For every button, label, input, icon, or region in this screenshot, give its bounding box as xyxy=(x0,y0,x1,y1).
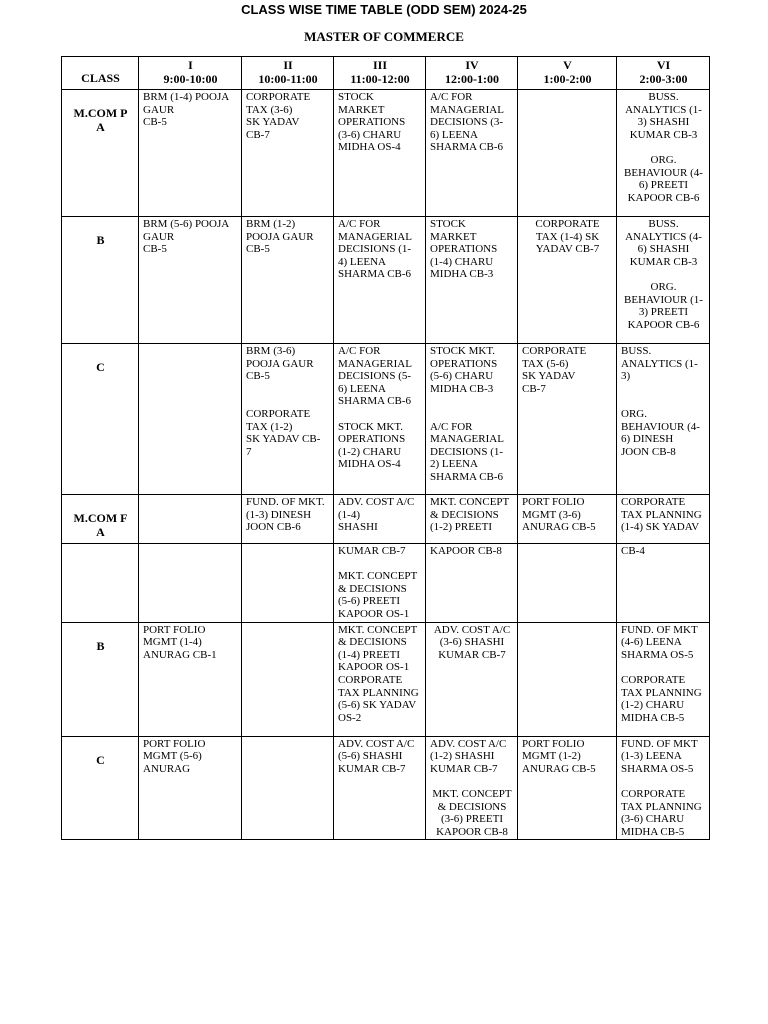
schedule-cell xyxy=(617,622,710,736)
period-number: V xyxy=(563,58,572,72)
schedule-entry: FUND. OF MKT (1-3) LEENA SHARMA OS-5 xyxy=(621,737,698,775)
schedule-cell: BRM (1-4) POOJA GAUR CB-5 xyxy=(139,90,242,217)
schedule-entry: BRM (3-6) POOJA GAUR CB-5 xyxy=(246,345,314,383)
schedule-cell: ADV. COST A/C (3-6) SHASHI KUMAR CB-7 xyxy=(426,622,518,736)
schedule-cell xyxy=(334,344,426,495)
schedule-entry: FUND. OF MKT (4-6) LEENA SHARMA OS-5 xyxy=(621,623,698,661)
schedule-cell xyxy=(617,217,710,344)
class-cell: C xyxy=(62,344,139,495)
class-cell: C xyxy=(62,736,139,840)
schedule-entry: MKT. CONCEPT & DECISIONS (5-6) PREETI KAPOOR OS-1 xyxy=(338,570,418,620)
table-row xyxy=(62,344,710,495)
schedule-cell xyxy=(139,495,242,544)
schedule-entry: STOCK MKT. OPERATIONS (1-2) CHARU MIDHA OS-4 xyxy=(338,420,406,471)
schedule-cell: CORPORATE TAX (1-4) SK YADAV CB-7 xyxy=(518,217,617,344)
schedule-entry: A/C FOR MANAGERIAL DECISIONS (1- 2) LEENA SHARMA CB-6 xyxy=(430,420,504,483)
schedule-entry: ORG. BEHAVIOUR (1- 3) PREETI KAPOOR CB-6 xyxy=(624,280,703,331)
schedule-entry: ORG. BEHAVIOUR (4- 6) DINESH JOON CB-8 xyxy=(621,407,700,458)
period-number: I xyxy=(188,58,193,72)
schedule-cell: ADV. COST A/C (5-6) SHASHI KUMAR CB-7 xyxy=(334,736,426,840)
schedule-entry: BUSS. ANALYTICS (1- 3) xyxy=(621,345,698,383)
schedule-cell: MKT. CONCEPT & DECISIONS (1-2) PREETI xyxy=(426,495,518,544)
class-cell: B xyxy=(62,622,139,736)
period-number: III xyxy=(372,58,387,72)
schedule-entry: ORG. BEHAVIOUR (4- 6) PREETI KAPOOR CB-6 xyxy=(624,153,703,204)
class-cell xyxy=(62,544,139,623)
period-header-4 xyxy=(426,57,518,90)
schedule-cell: CB-4 xyxy=(617,544,710,623)
schedule-entry: MKT. CONCEPT & DECISIONS (3-6) PREETI KAPOOR CB-8 xyxy=(432,787,512,838)
schedule-cell xyxy=(426,344,518,495)
schedule-entry: BUSS. ANALYTICS (4- 6) SHASHI KUMAR CB-3 xyxy=(625,218,702,268)
schedule-entry: STOCK MKT. OPERATIONS (5-6) CHARU MIDHA CB-3 xyxy=(430,345,498,395)
schedule-cell xyxy=(242,544,334,623)
schedule-cell: CORPORATE TAX PLANNING (1-4) SK YADAV xyxy=(617,495,710,544)
schedule-cell: STOCK MARKET OPERATIONS (3-6) CHARU MIDHA OS-4 xyxy=(334,90,426,217)
class-cell: B xyxy=(62,217,139,344)
schedule-cell xyxy=(518,544,617,623)
table-row xyxy=(62,217,710,344)
schedule-cell xyxy=(518,90,617,217)
schedule-cell xyxy=(617,90,710,217)
schedule-cell: BRM (5-6) POOJA GAUR CB-5 xyxy=(139,217,242,344)
period-time: 2:00-3:00 xyxy=(639,72,688,86)
schedule-cell xyxy=(139,544,242,623)
schedule-cell xyxy=(242,344,334,495)
schedule-cell xyxy=(518,622,617,736)
period-time: 9:00-10:00 xyxy=(163,72,218,86)
schedule-entry: ADV. COST A/C (1-2) SHASHI KUMAR CB-7 xyxy=(430,737,507,775)
schedule-entry: KUMAR CB-7 xyxy=(338,545,406,557)
period-header-5 xyxy=(518,57,617,90)
schedule-cell: ADV. COST A/C (1-4) SHASHI xyxy=(334,495,426,544)
schedule-entry: A/C FOR MANAGERIAL DECISIONS (5- 6) LEENA SHARMA CB-6 xyxy=(338,345,412,408)
period-time: 11:00-12:00 xyxy=(350,72,410,86)
period-number: II xyxy=(283,58,293,72)
schedule-cell: MKT. CONCEPT & DECISIONS (1-4) PREETI KAPOOR OS-1 CORPORATE TAX PLANNING (5-6) SK YADAV OS-2 xyxy=(334,622,426,736)
schedule-cell: CORPORATE TAX (3-6) SK YADAV CB-7 xyxy=(242,90,334,217)
period-number: IV xyxy=(465,58,479,72)
period-header-6 xyxy=(617,57,710,90)
schedule-cell: A/C FOR MANAGERIAL DECISIONS (1- 4) LEENA SHARMA CB-6 xyxy=(334,217,426,344)
table-row xyxy=(62,622,710,736)
schedule-cell xyxy=(617,736,710,840)
table-row xyxy=(62,495,710,544)
table-row xyxy=(62,736,710,840)
schedule-cell: CORPORATE TAX (5-6) SK YADAV CB-7 xyxy=(518,344,617,495)
schedule-cell: PORT FOLIO MGMT (5-6) ANURAG xyxy=(139,736,242,840)
class-header: CLASS xyxy=(62,57,139,90)
schedule-cell: STOCK MARKET OPERATIONS (1-4) CHARU MIDHA CB-3 xyxy=(426,217,518,344)
schedule-cell xyxy=(139,344,242,495)
table-row xyxy=(62,90,710,217)
schedule-entry: BUSS. ANALYTICS (1- 3) SHASHI KUMAR CB-3 xyxy=(625,91,702,141)
schedule-cell: PORT FOLIO MGMT (1-2) ANURAG CB-5 xyxy=(518,736,617,840)
class-cell: M.COM P A xyxy=(62,90,139,217)
period-time: 12:00-1:00 xyxy=(445,72,499,86)
schedule-cell xyxy=(242,622,334,736)
schedule-cell xyxy=(426,736,518,840)
schedule-cell: PORT FOLIO MGMT (1-4) ANURAG CB-1 xyxy=(139,622,242,736)
schedule-cell: KAPOOR CB-8 xyxy=(426,544,518,623)
schedule-cell xyxy=(334,544,426,623)
class-cell: M.COM F A xyxy=(62,495,139,544)
header-row xyxy=(62,57,710,90)
schedule-entry: CORPORATE TAX PLANNING (3-6) CHARU MIDHA CB-5 xyxy=(621,787,702,838)
period-header-3 xyxy=(334,57,426,90)
schedule-cell: PORT FOLIO MGMT (3-6) ANURAG CB-5 xyxy=(518,495,617,544)
table-row xyxy=(62,544,710,623)
page-subtitle: MASTER OF COMMERCE xyxy=(304,29,464,44)
page-title: CLASS WISE TIME TABLE (ODD SEM) 2024-25 xyxy=(241,2,527,17)
timetable xyxy=(61,56,710,840)
schedule-cell xyxy=(617,344,710,495)
period-time: 10:00-11:00 xyxy=(258,72,318,86)
schedule-cell: A/C FOR MANAGERIAL DECISIONS (3- 6) LEENA SHARMA CB-6 xyxy=(426,90,518,217)
period-header-1 xyxy=(139,57,242,90)
schedule-cell: BRM (1-2) POOJA GAUR CB-5 xyxy=(242,217,334,344)
schedule-cell: FUND. OF MKT. (1-3) DINESH JOON CB-6 xyxy=(242,495,334,544)
period-time: 1:00-2:00 xyxy=(543,72,592,86)
schedule-cell xyxy=(242,736,334,840)
schedule-entry: CORPORATE TAX PLANNING (1-2) CHARU MIDHA CB-5 xyxy=(621,673,702,724)
schedule-entry: CORPORATE TAX (1-2) SK YADAV CB- 7 xyxy=(246,407,321,458)
period-number: VI xyxy=(656,58,671,72)
period-header-2 xyxy=(242,57,334,90)
